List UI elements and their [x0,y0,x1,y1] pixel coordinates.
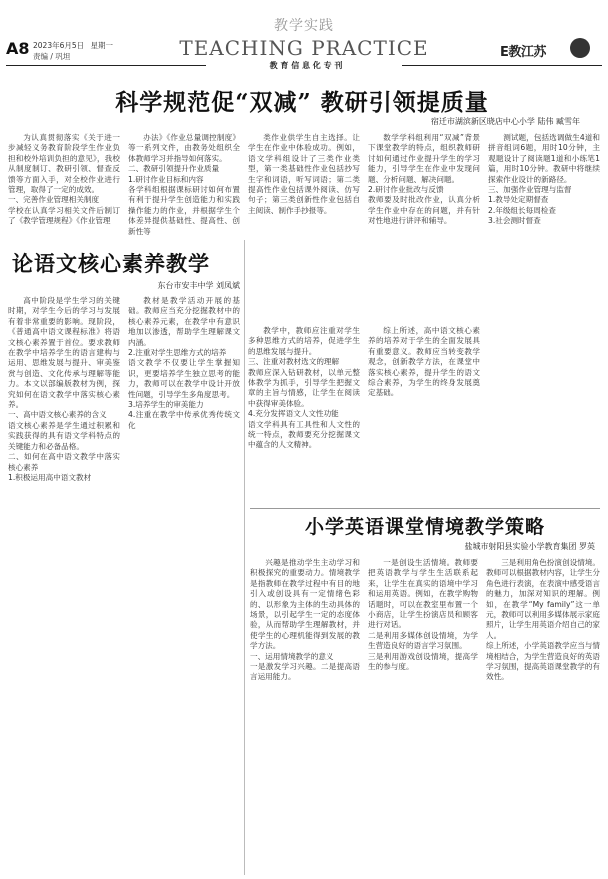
article1-col-4 [368,133,480,318]
article1-col-1 [8,133,120,235]
article2-text-3: 教学中，教师应注重对学生多种思维方式的培养，促进学生的思维发展与提升。 三、注重对教材选文的理解 教师应深入钻研教材，以单元整体教学为抓手，引导学生把握文章的主旨与情感，让学生在阅读中获得审美体验。 4.充分发挥语文人文性功能 语文学科具有工具性和人文性的统一特点，教师要充分挖掘课文中蕴含的人文精神。 [248,326,360,450]
article1-title: 科学规范促“双减” 教研引领提质量 [115,89,489,116]
article1-text-2: 办法》《作业总量调控制度》等一系列文件，由教务处组织全体教师学习并指导如何落实。 二、教研引领提升作业质量 1.研讨作业目标和内容 各学科组根据课标研讨如何布置有利于提升学生创造能力和实践操作能力的作业，并根据学生个体差异提供基础性、提高性、创新性等 [128,133,240,235]
article1-text-1: 为认真贯彻落实《关于进一步减轻义务教育阶段学生作业负担和校外培训负担的意见》，我校从制度制订、教研引领、督查反馈等方面入手，对全校作业进行管理，取得了一定的成效。 一、完善作业管理相关制度 学校在认真学习相关文件后制订了《教学管理规程》《作业管理 [8,133,120,226]
section-title-cn: 教学实践 [274,18,334,34]
article3-byline: 盐城市射阳县实验小学教育集团 罗英 [464,542,595,551]
article2-col-4 [368,326,480,496]
article2-text-2: 教材是教学活动开展的基础。教师应当充分挖掘教材中的核心素养元素，在教学中有意识地加以渗透，帮助学生理解课文内涵。 2.注重对学生思维方式的培养 语文教学不仅要让学生掌握知识，更要培养学生独立思考的能力，教师可以在教学中设计开放性问题，引导学生多角度思考。 3.培养学生的审美能力 4.注重在教学中传承优秀传统文化 [128,296,240,430]
band-rule-right [402,65,602,66]
issue-date [33,40,113,51]
article3-col-2 [368,558,478,874]
article1-text-4: 数学学科组利用“双减”背景下课堂教学的特点，组织教师研讨如何通过作业提升学生的学习能力，引导学生在作业中发现问题、分析问题、解决问题。 2.研讨作业批改与反馈 教师要及时批改作业，认真分析学生作业中存在的问题，并有针对性地进行讲评和辅导。 [368,133,480,226]
article1-text-3: 类作业供学生自主选择。让学生在作业中体验成功。例如，语文学科组设计了三类作业类型，第一类基础性作业包括抄写生字和词语，听写词语；第二类提高性作业包括课外阅读、仿写句子；第三类创新性作业包括自主阅读、制作手抄报等。 [248,133,360,215]
weekday: 星期一 [90,41,114,50]
subsection-label: 教 育 信 息 化 专 刊 [269,61,343,70]
article2-text-1: 高中阶段是学生学习的关键时期，对学生今后的学习与发展有着非常重要的影响。现阶段，《普通高中语文课程标准》将语文核心素养置于首位。要求教师在教学中培养学生的语言建构与运用、思维发展与提升、审美鉴赏与创造、文化传承与理解等能力。本文以部编版教材为例，探究如何在语文教学中落实核心素养。 一、高中语文核心素养的含义 语文核心素养是学生通过积累和实践获得的具有语文学科特点的关键能力和必备品格。 二、如何在高中语文教学中落实核心素养 1.积极运用高中语文教材 [8,296,120,482]
editor-credit: 责编 / 巩坦 [33,52,71,61]
article3-text-2: 一是创设生活情境。教师要把英语教学与学生生活联系起来，让学生在真实的语境中学习和运用英语。例如，在教学购物话题时，可以在教室里布置一个小商店，让学生扮演店员和顾客进行对话。 二是利用多媒体创设情境，为学生营造良好的语言学习氛围。 三是利用游戏创设情境，提高学生的参与度。 [368,558,478,672]
article3-rule [250,508,600,509]
article2-col-1 [8,296,120,874]
article1-col-2 [128,133,240,235]
article3-title: 小学英语课堂情境教学策略 [304,516,545,538]
brand-logo [500,38,590,60]
article3-col-1 [250,558,360,874]
divider-article2 [244,240,245,875]
article2-title: 论语文核心素养教学 [12,251,210,276]
article1-col-3 [248,133,360,318]
page-code: A8 [6,39,30,58]
article1-col-5 [488,133,600,373]
date: 2023年6月5日 [33,41,85,50]
band-rule-left [6,65,206,66]
article1-text-5: 测试题，包括选调做生4道和拼音组词6题，用时10分钟，主观题设计了阅读题1道和小练笔1篇，用时10分钟。教研中将继续探索作业设计的新路径。 三、加强作业管理与监督 1.教导处定期督查 2.年级组长每周检查 3.社会测时督查 [488,133,600,226]
article1-byline: 宿迁市湖滨新区晓店中心小学 陆伟 臧雪年 [430,117,580,126]
article2-byline: 东台市安丰中学 刘凤斌 [157,281,240,290]
subsection-band [6,60,602,72]
article3-col-3 [486,558,600,874]
article2-col-3 [248,326,360,496]
article2-text-4: 综上所述，高中语文核心素养的培养对于学生的全面发展具有重要意义。教师应当转变教学观念，创新教学方法，在课堂中落实核心素养，提升学生的语文综合素养，为学生的终身发展奠定基础。 [368,326,480,398]
brand-badge-icon [570,38,590,58]
article3-text-1: 兴趣是推动学生主动学习和积极探究的重要动力。情境教学是指教师在教学过程中有目的地引入或创设具有一定情绪色彩的、以形象为主体的生动具体的场景，以引起学生一定的态度体验，从而帮助学生理解教材，并使学生的心理机能得到发展的教学方法。 一、运用情境教学的意义 一是激发学习兴趣。二是提高语言运用能力。 [250,558,360,682]
article3-text-3: 三是利用角色扮演创设情境。教师可以根据教材内容，让学生分角色进行表演，在表演中感受语言的魅力，加深对知识的理解。例如，在教学“My family”这一单元，教师可以利用多媒体展示家庭照片，让学生用英语介绍自己的家人。 综上所述，小学英语教学应当与情境相结合，为学生营造良好的英语学习氛围，提高英语课堂教学的有效性。 [486,558,600,682]
section-title-en: TEACHING PRACTICE [179,36,429,60]
brand-logo-text: E教江苏 [500,45,546,60]
article2-col-2 [128,296,240,874]
